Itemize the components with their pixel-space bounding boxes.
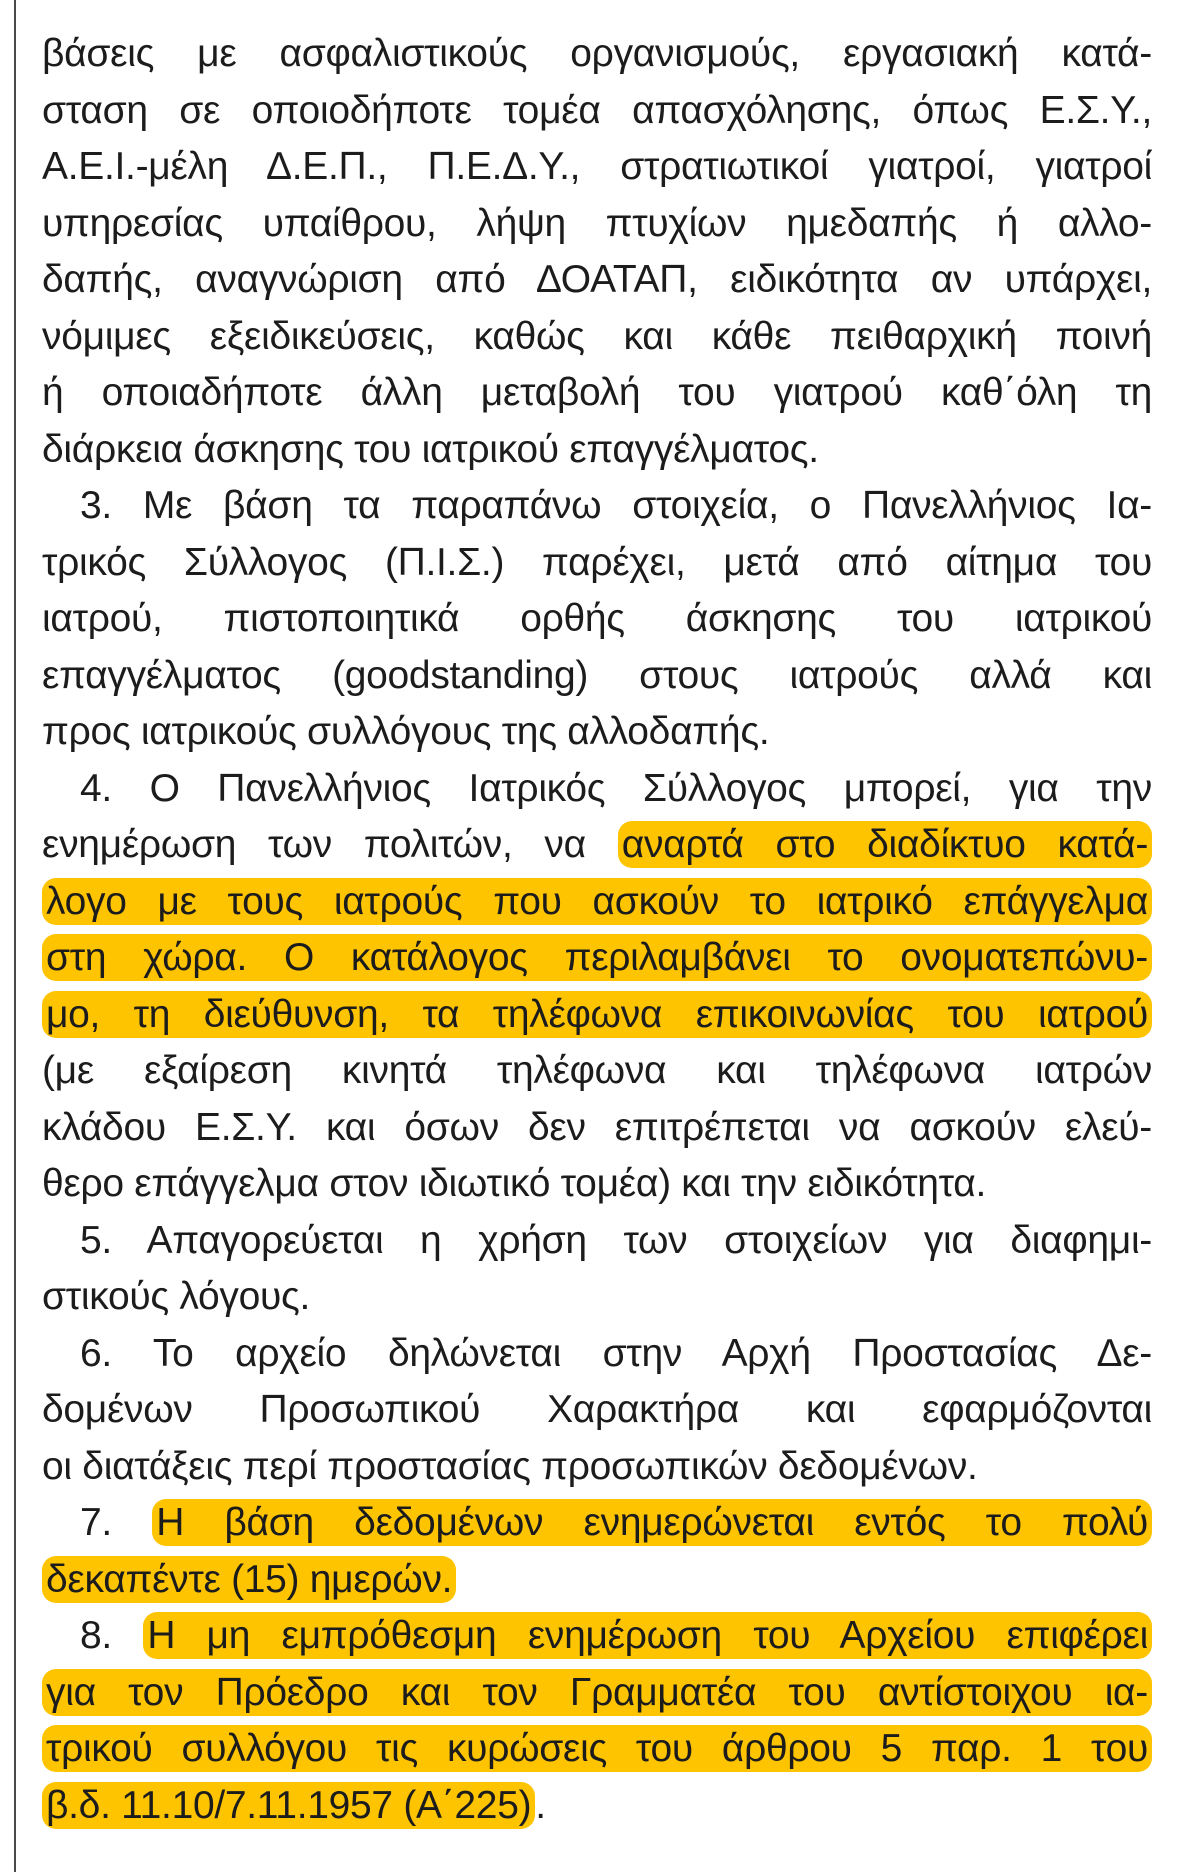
text-line <box>42 309 1152 366</box>
text-line <box>42 987 1152 1044</box>
text-line <box>42 874 1152 931</box>
text-line <box>42 139 1152 196</box>
text-line <box>42 1552 1152 1609</box>
text-segment: 5. Απαγορεύεται η χρήση των στοιχείων για διαφημι- <box>80 1218 1152 1262</box>
text-segment: 7. <box>80 1501 153 1544</box>
text-segment: στικούς λόγους. <box>42 1275 311 1318</box>
text-line <box>42 1382 1152 1439</box>
text-segment: ιατρού, πιστοποιητικά ορθής άσκησης του ιατρικού <box>42 597 1152 640</box>
text-line <box>42 817 1152 874</box>
text-segment: . <box>535 1783 546 1827</box>
text-segment: 6. Το αρχείο δηλώνεται στην Αρχή Προστασίας Δε- <box>80 1331 1152 1375</box>
text-line <box>42 704 1152 761</box>
text-line <box>42 365 1152 422</box>
text-segment: ενημέρωση των πολιτών, να <box>42 823 618 866</box>
highlighted-text: τρικού συλλόγου τις κυρώσεις του άρθρου 5 παρ. 1 του <box>42 1725 1152 1772</box>
highlighted-text: Η βάση δεδομένων ενημερώνεται εντός το πολύ <box>152 1499 1152 1546</box>
text-line <box>42 478 1152 535</box>
text-segment: τρικός Σύλλογος (Π.Ι.Σ.) παρέχει, μετά από αίτημα του <box>42 540 1152 584</box>
text-segment: δομένων Προσωπικού Χαρακτήρα και εφαρμόζονται <box>42 1388 1152 1431</box>
highlighted-text: στη χώρα. Ο κατάλογος περιλαμβάνει το ονοματεπώνυ- <box>42 934 1152 981</box>
text-segment: νόμιμες εξειδικεύσεις, καθώς και κάθε πειθαρχική ποινή <box>42 314 1152 358</box>
text-line <box>42 761 1152 818</box>
text-line <box>42 1439 1152 1496</box>
text-segment: οι διατάξεις περί προστασίας προσωπικών δεδομένων. <box>42 1444 978 1488</box>
highlighted-text: αναρτά στο διαδίκτυο κατά- <box>618 821 1152 868</box>
text-segment: θερο επάγγελμα στον ιδιωτικό τομέα) και την ειδικότητα. <box>42 1162 987 1205</box>
highlighted-text: για τον Πρόεδρο και τον Γραμματέα του αντίστοιχου ια- <box>42 1669 1152 1716</box>
text-line <box>42 1665 1152 1722</box>
text-segment: (με εξαίρεση κινητά τηλέφωνα και τηλέφωνα ιατρών <box>42 1049 1152 1092</box>
text-line <box>42 422 1152 479</box>
text-line <box>42 1043 1152 1100</box>
text-line <box>42 1213 1152 1270</box>
text-line <box>42 1326 1152 1383</box>
highlighted-text: μο, τη διεύθυνση, τα τηλέφωνα επικοινωνίας του ιατρού <box>42 991 1152 1038</box>
text-line <box>42 1495 1152 1552</box>
text-line <box>42 1156 1152 1213</box>
text-line <box>42 26 1152 83</box>
highlighted-text: β.δ. 11.10/7.11.1957 (Α΄225) <box>42 1782 535 1829</box>
text-line <box>42 1269 1152 1326</box>
text-line <box>42 196 1152 253</box>
text-line <box>42 1778 1152 1835</box>
text-line <box>42 83 1152 140</box>
text-segment: προς ιατρικούς συλλόγους της αλλοδαπής. <box>42 710 770 753</box>
text-line <box>42 591 1152 648</box>
text-line <box>42 252 1152 309</box>
text-segment: επαγγέλματος (goodstanding) στους ιατρούς αλλά και <box>42 653 1152 697</box>
text-segment: 4. Ο Πανελλήνιος Ιατρικός Σύλλογος μπορεί, για την <box>80 766 1152 810</box>
document-text <box>42 26 1152 1834</box>
text-segment: ή οποιαδήποτε άλλη μεταβολή του γιατρού καθ΄όλη τη <box>42 371 1152 414</box>
text-line <box>42 648 1152 705</box>
text-segment: βάσεις με ασφαλιστικούς οργανισμούς, εργασιακή κατά- <box>42 32 1152 75</box>
text-line <box>42 1721 1152 1778</box>
text-segment: διάρκεια άσκησης του ιατρικού επαγγέλματος. <box>42 427 819 471</box>
text-segment: Α.Ε.Ι.-μέλη Δ.Ε.Π., Π.Ε.Δ.Υ., στρατιωτικοί γιατροί, γιατροί <box>42 145 1152 188</box>
text-segment: 8. <box>80 1614 144 1657</box>
text-segment: 3. Με βάση τα παραπάνω στοιχεία, ο Πανελλήνιος Ια- <box>80 484 1152 527</box>
text-line <box>42 930 1152 987</box>
text-line <box>42 535 1152 592</box>
text-segment: κλάδου Ε.Σ.Υ. και όσων δεν επιτρέπεται να ασκούν ελεύ- <box>42 1105 1152 1149</box>
text-line <box>42 1100 1152 1157</box>
text-segment: σταση σε οποιοδήποτε τομέα απασχόλησης, όπως Ε.Σ.Υ., <box>42 88 1152 132</box>
highlighted-text: λογο με τους ιατρούς που ασκούν το ιατρικό επάγγελμα <box>42 878 1152 925</box>
highlighted-text: δεκαπέντε (15) ημερών. <box>42 1556 456 1603</box>
margin-rule <box>14 0 16 1872</box>
text-line <box>42 1608 1152 1665</box>
text-segment: υπηρεσίας υπαίθρου, λήψη πτυχίων ημεδαπής ή αλλο- <box>42 201 1152 245</box>
text-segment: δαπής, αναγνώριση από ΔΟΑΤΑΠ, ειδικότητα αν υπάρχει, <box>42 258 1152 301</box>
highlighted-text: Η μη εμπρόθεσμη ενημέρωση του Αρχείου επιφέρει <box>143 1612 1152 1659</box>
